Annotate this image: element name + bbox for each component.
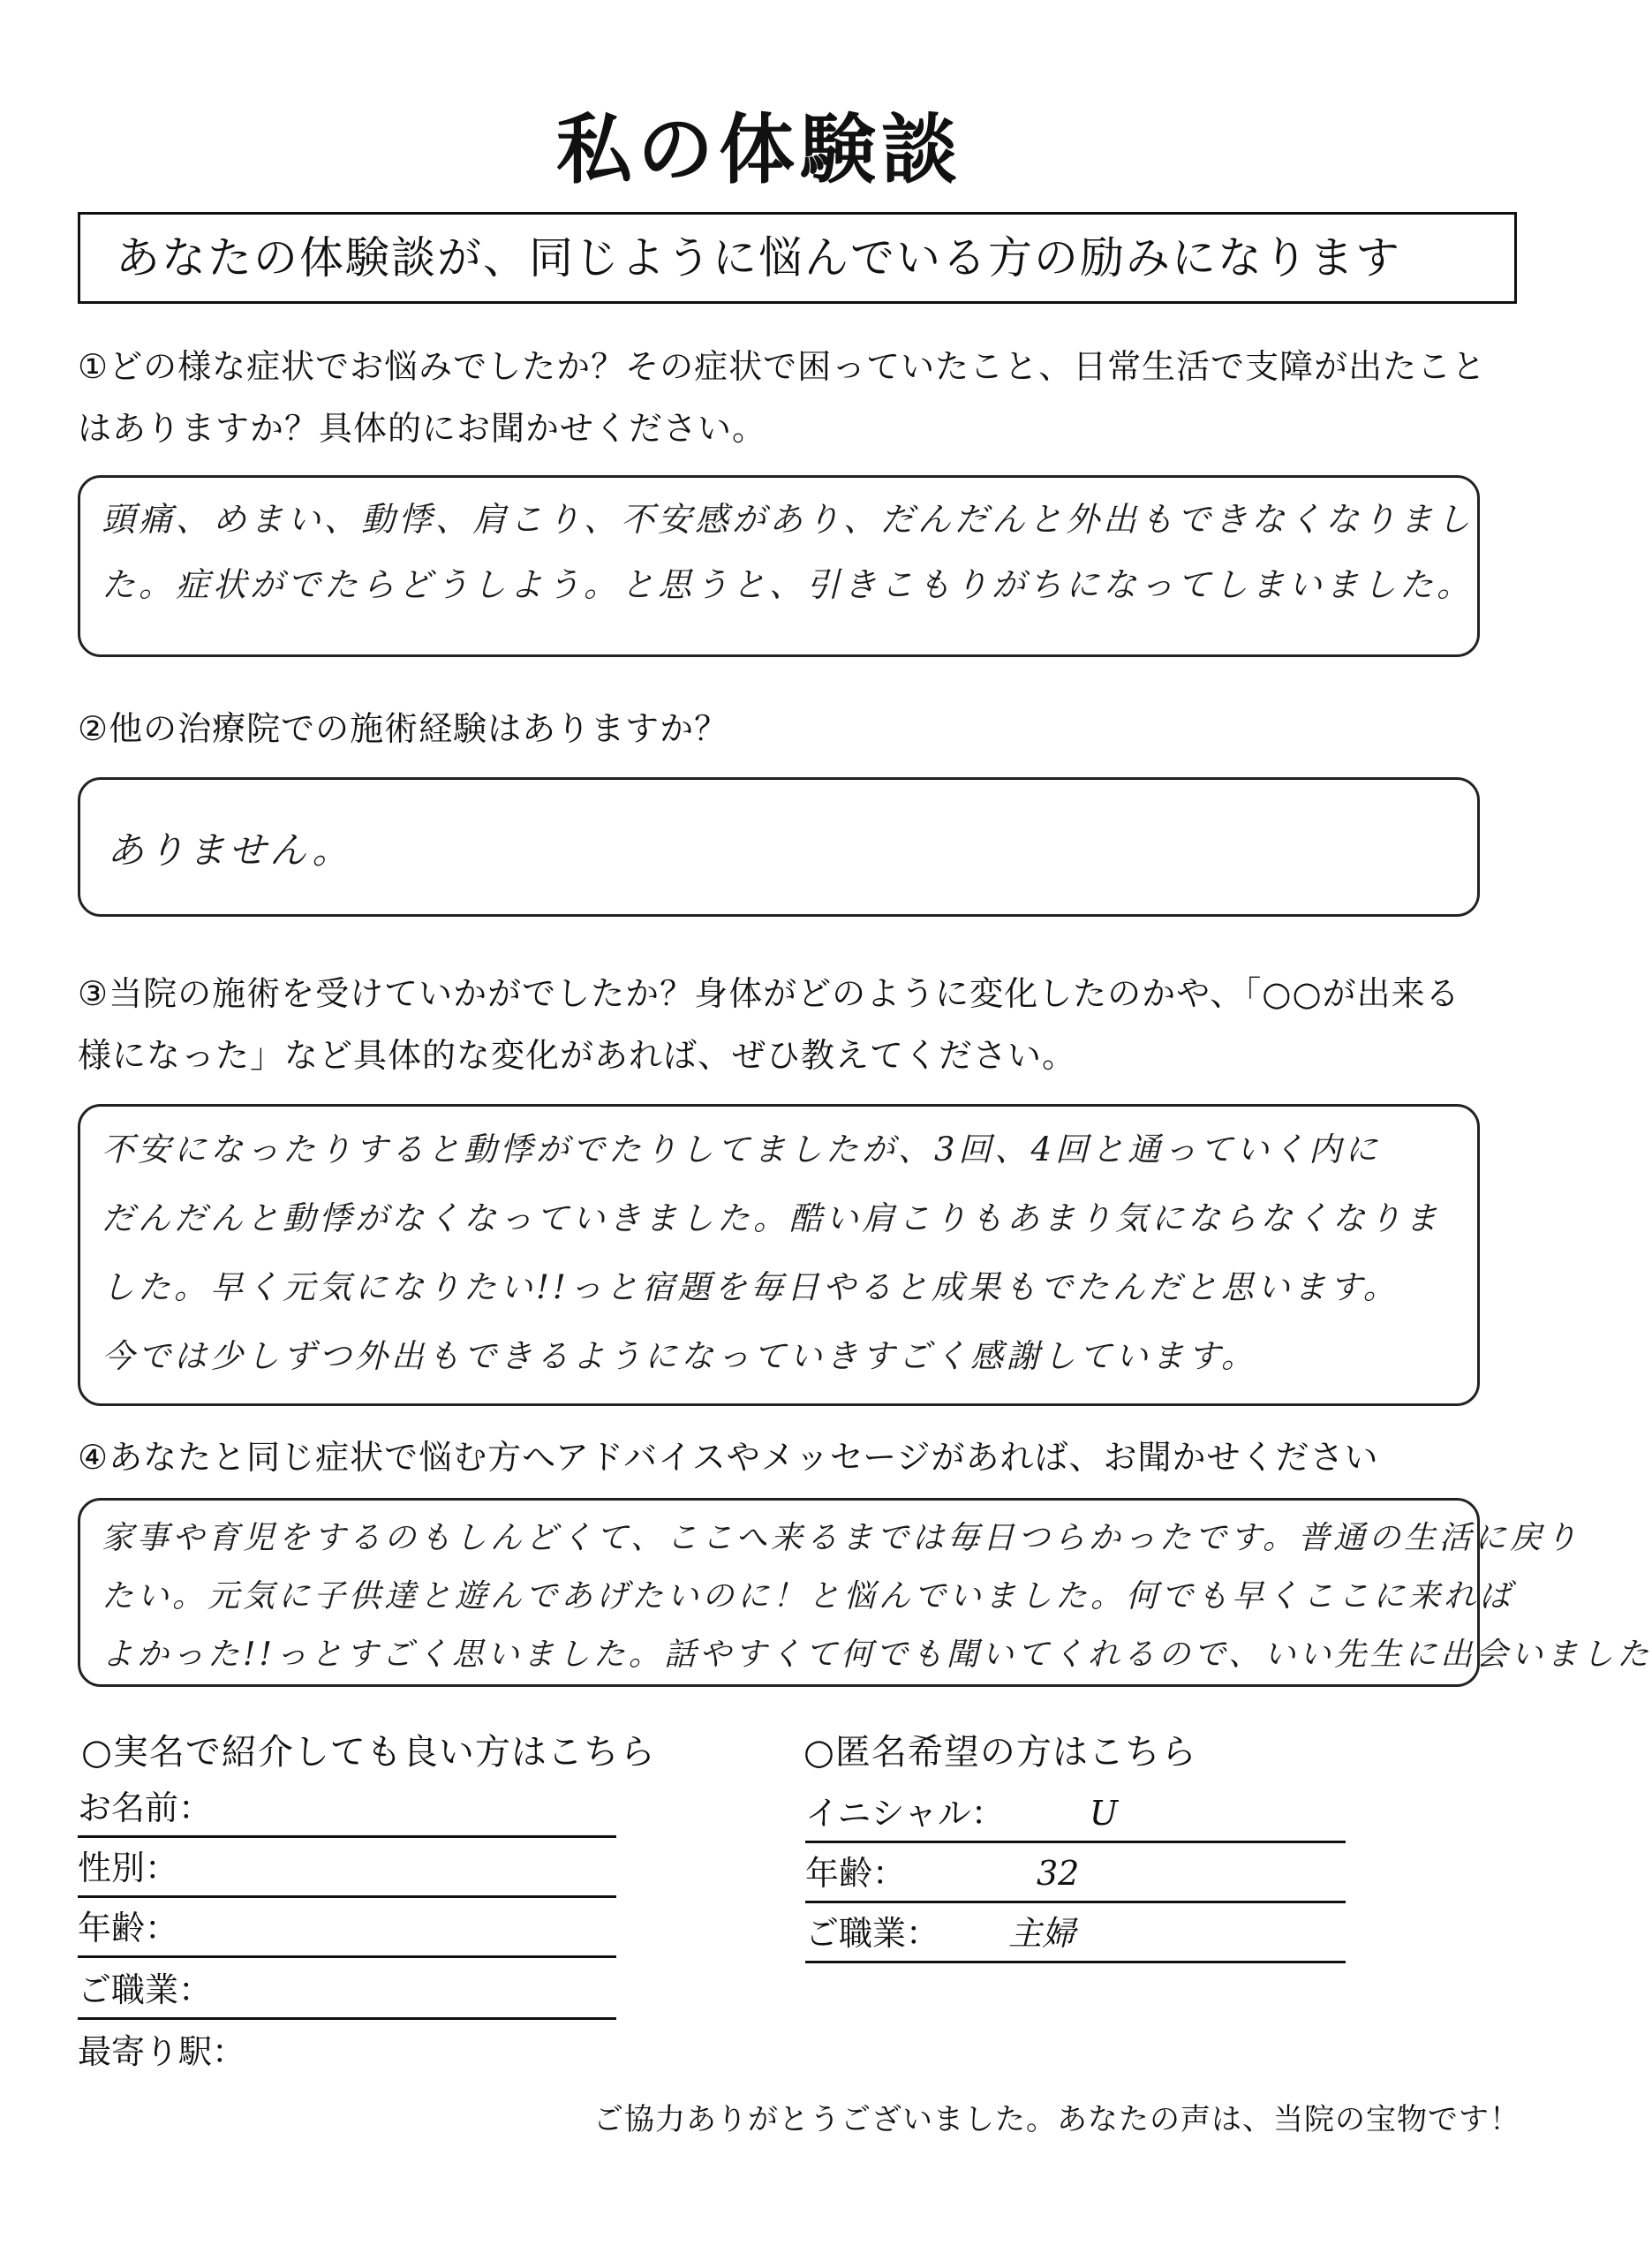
page-title: 私の体験談 xyxy=(556,106,962,194)
initial-field xyxy=(805,1786,1346,1843)
answer-4-line-2: たい。元気に子供達と遊んであげたいのに！と悩んでいました。何でも早くここに来れば xyxy=(102,1578,1515,1614)
answer-4-line-1: 家事や育児をするのもしんどくて、ここへ来るまでは毎日つらかったです。普通の生活に戻り xyxy=(102,1520,1580,1556)
anon-age-value: 32 xyxy=(1037,1854,1080,1893)
initial-label: イニシャル： xyxy=(805,1794,1005,1833)
answer-1-line-1: 頭痛、めまい、動悸、肩こり、不安感があり、だんだんと外出もできなくなりまし xyxy=(102,500,1475,539)
station-field xyxy=(78,2024,616,2079)
job-label: ご職業： xyxy=(78,1970,213,2009)
answer-3-line-4: 今では少しずつ外出もできるようになっていきすごく感謝しています。 xyxy=(102,1337,1258,1375)
answer-1-box xyxy=(78,475,1480,657)
answer-1-line-2: た。症状がでたらどうしよう。と思うと、引きこもりがちになってしまいました。 xyxy=(102,565,1475,604)
gender-label: 性別： xyxy=(78,1849,179,1887)
question-3-line-2: 様になった」など具体的な変化があれば、ぜひ教えてください。 xyxy=(78,1036,1077,1075)
subtitle-box: あなたの体験談が、同じように悩んでいる方の励みになります xyxy=(78,212,1517,304)
question-2-line-1: ②他の治療院での施術経験はありますか？ xyxy=(78,709,729,748)
question-1 xyxy=(78,336,1535,459)
answer-2-line-1: ありません。 xyxy=(107,828,353,872)
anon-job-value: 主婦 xyxy=(1008,1914,1076,1953)
answer-3-line-2: だんだんと動悸がなくなっていきました。酷い肩こりもあまり気にならなくなりま xyxy=(102,1199,1441,1237)
name-field xyxy=(78,1781,616,1838)
station-label: 最寄り駅： xyxy=(78,2032,246,2071)
question-3 xyxy=(78,963,1535,1086)
initial-value: U xyxy=(1090,1794,1119,1833)
question-4-line-1: ④あなたと同じ症状で悩む方へアドバイスやメッセージがあれば、お聞かせください xyxy=(78,1438,1379,1477)
footer-thanks: ご協力ありがとうございました。あなたの声は、当院の宝物です！ xyxy=(593,2102,1520,2137)
question-4 xyxy=(78,1426,1535,1488)
question-2 xyxy=(78,698,1535,760)
real-name-heading: ○実名で紹介しても良い方はこちら xyxy=(81,1732,656,1773)
answer-4-box xyxy=(78,1498,1652,1687)
answer-2-box xyxy=(78,777,1480,917)
gender-field xyxy=(78,1841,616,1898)
answer-3-line-1: 不安になったりすると動悸がでたりしてましたが、3回、4回と通っていく内に xyxy=(102,1130,1382,1168)
anon-age-field xyxy=(805,1846,1346,1903)
question-1-line-2: はありますか？具体的にお聞かせください。 xyxy=(78,409,767,448)
anon-age-label: 年齢： xyxy=(805,1854,907,1893)
age-label: 年齢： xyxy=(78,1909,179,1947)
question-1-line-1: ①どの様な症状でお悩みでしたか？その症状で困っていたこと、日常生活で支障が出たこと xyxy=(78,347,1487,386)
anonymous-heading: ○匿名希望の方はこちら xyxy=(803,1732,1197,1773)
answer-3-line-3: した。早く元気になりたい!!っと宿題を毎日やると成果もでたんだと思います。 xyxy=(102,1268,1399,1306)
anon-job-label: ご職業： xyxy=(805,1914,940,1953)
question-3-line-1: ③当院の施術を受けていかがでしたか？身体がどのように変化したのかや、「○○が出来る xyxy=(78,974,1460,1013)
age-field xyxy=(78,1901,616,1958)
job-field xyxy=(78,1962,616,2020)
name-label: お名前： xyxy=(78,1788,213,1827)
answer-3-box xyxy=(78,1104,1480,1406)
answer-4-line-3: よかった!!っとすごく思いました。話やすくて何でも聞いてくれるので、いい先生に出会いました xyxy=(102,1637,1652,1673)
anon-job-field xyxy=(805,1906,1346,1963)
